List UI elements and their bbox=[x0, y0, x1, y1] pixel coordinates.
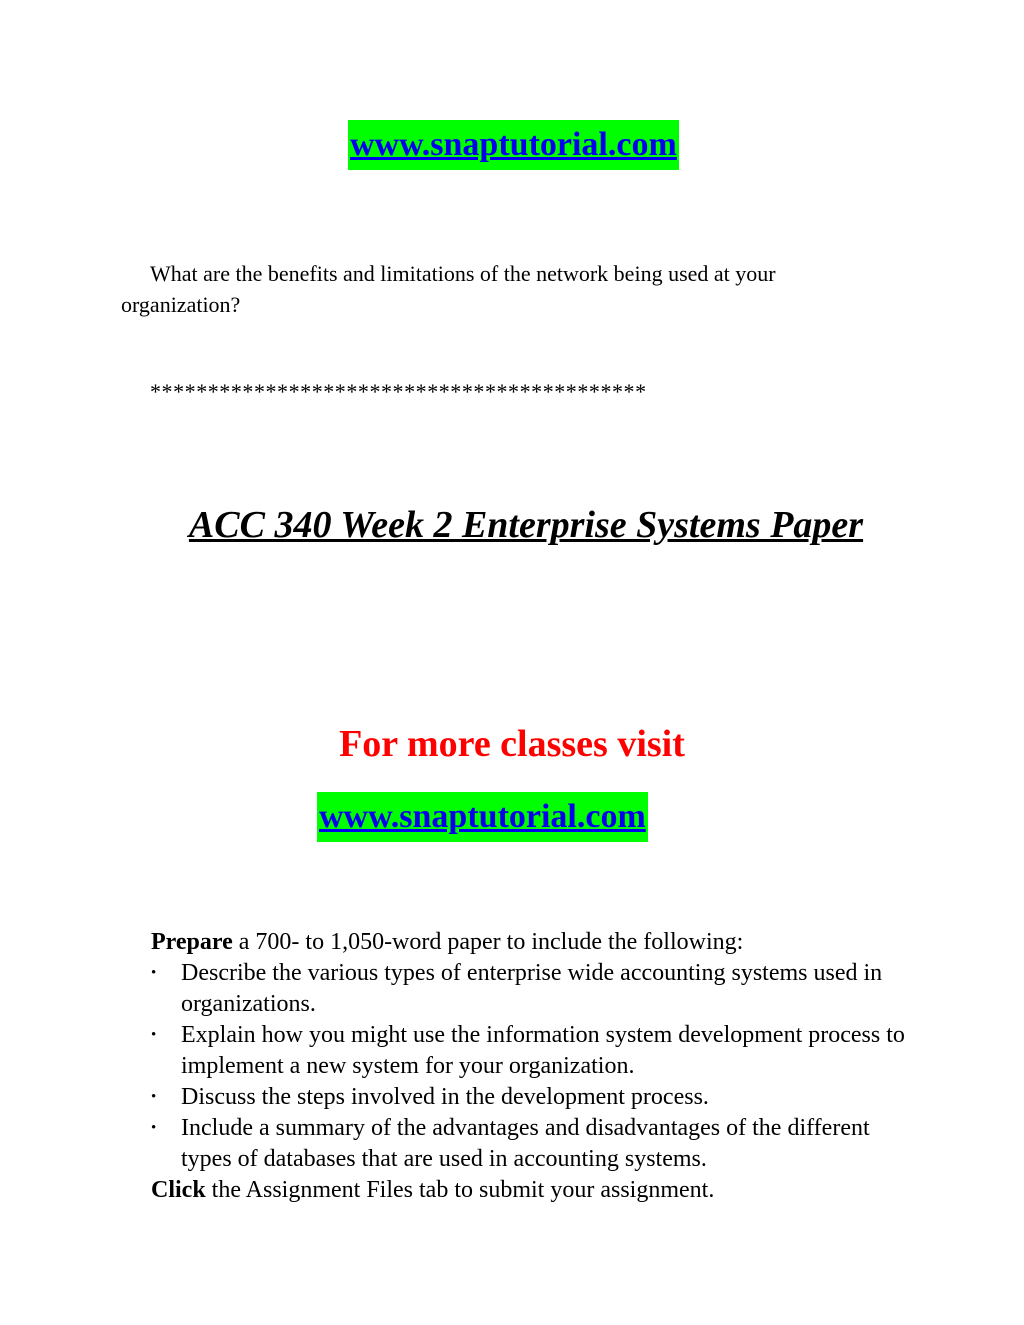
bullet-icon: • bbox=[151, 1120, 157, 1136]
instructions-intro bbox=[151, 927, 743, 958]
bullet-icon: • bbox=[151, 1027, 157, 1043]
bullet-icon: • bbox=[151, 965, 157, 981]
outro-text: the Assignment Files tab to submit your assignment. bbox=[205, 1177, 715, 1203]
document-title bbox=[0, 503, 1024, 547]
list-item-text: Discuss the steps involved in the development process. bbox=[181, 1084, 709, 1110]
promo-heading: For more classes visit bbox=[339, 723, 685, 765]
header-website-link[interactable]: www.snaptutorial.com bbox=[348, 120, 679, 170]
intro-text: a 700- to 1,050-word paper to include the following: bbox=[232, 929, 744, 955]
instructions-outro bbox=[151, 1175, 714, 1206]
promo-website-link[interactable]: www.snaptutorial.com bbox=[317, 792, 648, 842]
question-text: What are the benefits and limitations of the network being used at your organization? bbox=[121, 261, 776, 317]
bullet-icon: • bbox=[151, 1089, 157, 1105]
intro-bold-word: Prepare bbox=[151, 929, 233, 955]
document-title-text: ACC 340 Week 2 Enterprise Systems Paper bbox=[188, 504, 864, 546]
list-item bbox=[151, 1020, 911, 1082]
list-item-text: Explain how you might use the information system development process to implement a new system for your organization. bbox=[181, 1022, 905, 1079]
instructions-list bbox=[151, 958, 911, 1175]
list-item bbox=[151, 1113, 911, 1175]
list-item-text: Describe the various types of enterprise wide accounting systems used in organizations. bbox=[181, 960, 883, 1017]
separator-stars: ******************************************* bbox=[150, 379, 647, 404]
list-item bbox=[151, 958, 911, 1020]
outro-bold-word: Click bbox=[151, 1177, 206, 1203]
list-item-text: Include a summary of the advantages and disadvantages of the different types of databases that are used in accounting systems. bbox=[181, 1115, 870, 1172]
list-item bbox=[151, 1082, 911, 1113]
